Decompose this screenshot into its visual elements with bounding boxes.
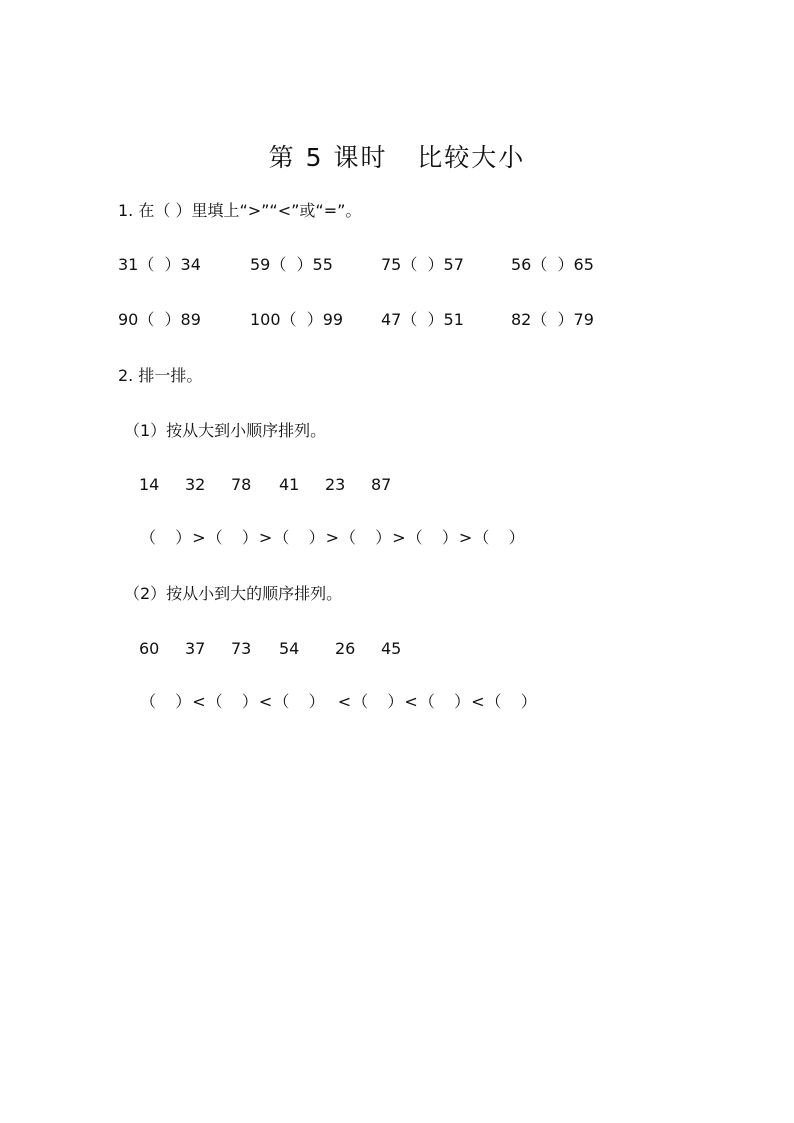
comparison-item: 56（ ）65 xyxy=(511,255,594,274)
part-1-label: （1）按从大到小顺序排列。 xyxy=(124,421,327,440)
number-item: 45 xyxy=(381,639,402,658)
number-item: 87 xyxy=(371,475,392,494)
question-1-prompt: 1. 在（ ）里填上“>”“<”或“=”。 xyxy=(118,201,362,220)
comparison-item: 31（ ）34 xyxy=(118,255,201,274)
comparison-item: 100（ ）99 xyxy=(250,310,344,329)
number-item: 32 xyxy=(185,475,206,494)
number-item: 78 xyxy=(231,475,252,494)
number-item: 41 xyxy=(279,475,300,494)
page-title: 第 5 课时 比较大小 xyxy=(268,143,526,172)
number-item: 60 xyxy=(139,639,160,658)
comparison-item: 59（ ）55 xyxy=(250,255,333,274)
comparison-item: 47（ ）51 xyxy=(381,310,464,329)
part-2-answer-blanks: （ ）<（ ）<（ ） <（ ）<（ ）<（ ） xyxy=(140,692,538,711)
comparison-item: 75（ ）57 xyxy=(381,255,464,274)
number-item: 73 xyxy=(231,639,252,658)
number-item: 14 xyxy=(139,475,160,494)
part-1-answer-blanks: （ ）>（ ）>（ ）>（ ）>（ ）>（ ） xyxy=(140,528,526,547)
number-item: 23 xyxy=(325,475,346,494)
number-item: 37 xyxy=(185,639,206,658)
part-2-label: （2）按从小到大的顺序排列。 xyxy=(124,584,343,603)
number-item: 54 xyxy=(279,639,300,658)
comparison-item: 90（ ）89 xyxy=(118,310,201,329)
question-2-prompt: 2. 排一排。 xyxy=(118,366,203,385)
number-item: 26 xyxy=(335,639,356,658)
comparison-item: 82（ ）79 xyxy=(511,310,594,329)
